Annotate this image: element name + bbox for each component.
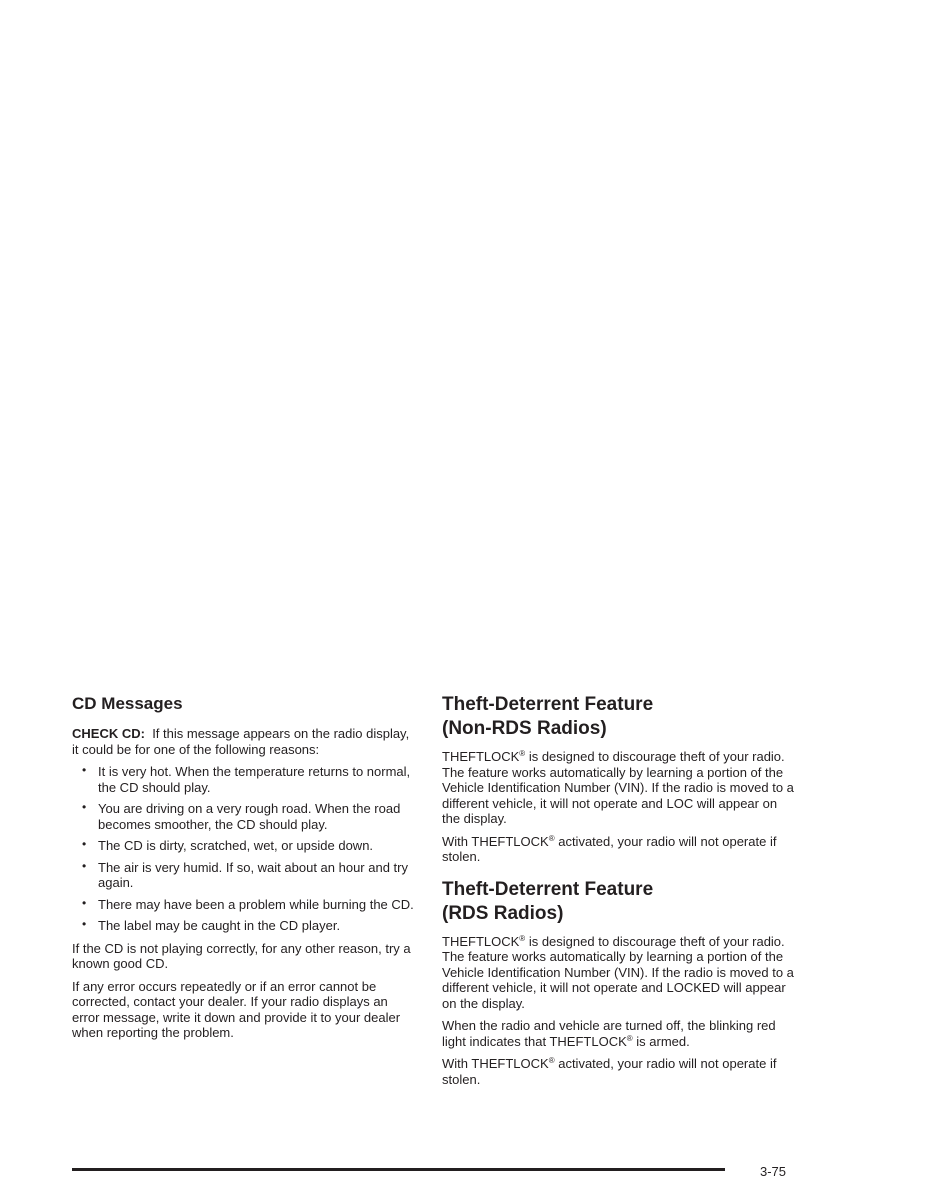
non-rds-paragraph-2: With THEFTLOCK® activated, your radio will not operate if stolen. [442,833,777,864]
list-item: • The label may be caught in the CD player. [82,917,341,933]
page-number: 3-75 [760,1164,787,1179]
check-cd-paragraph [72,726,417,757]
check-cd-label: CHECK CD: [72,726,145,741]
theft-deterrent-rds-heading: Theft-Deterrent Feature (RDS Radios) [442,878,654,924]
cd-reasons-list [72,764,417,934]
bullet-icon: • [82,858,87,873]
registered-mark: ® [519,933,526,943]
list-item: • It is very hot. When the temperature returns to normal, the CD should play. [82,763,411,795]
list-item: • The air is very humid. If so, wait about an hour and try again. [82,858,408,890]
bullet-icon: • [82,763,87,777]
registered-mark: ® [548,1056,555,1065]
bullet-icon: • [82,837,87,851]
theft-deterrent-non-rds-heading: Theft-Deterrent Feature (Non-RDS Radios) [442,694,654,739]
non-rds-paragraph-1: THEFTLOCK® is designed to discourage theft of your radio. The feature works automatically by learning a portion of the Vehicle Identification Number (VIN). If the radio is moved to a different vehicle, it will not operate and LOC will appear on the display. [442,749,794,826]
check-cd-text: If this message appears on the radio display, it could be for one of the following reasons: [72,726,410,757]
cd-messages-heading: CD Messages [72,694,183,713]
left-column [72,694,417,1048]
registered-mark: ® [548,833,555,843]
rds-paragraph-3: With THEFTLOCK® activated, your radio will not operate if stolen. [442,1056,777,1087]
right-column [442,693,794,1094]
other-reason-paragraph: If the CD is not playing correctly, for any other reason, try a known good CD. [72,940,411,971]
rds-paragraph-2: When the radio and vehicle are turned off, the blinking red light indicates that THEFTLOCK® is armed. [442,1018,776,1049]
rds-paragraph-1: THEFTLOCK® is designed to discourage theft of your radio. The feature works automatically by learning a portion of the Vehicle Identification Number (VIN). If the radio is moved to a different vehicle, it will not operate and LOCKED will appear on the display. [442,933,794,1011]
list-item: • The CD is dirty, scratched, wet, or upside down. [82,837,374,853]
error-paragraph: If any error occurs repeatedly or if an error cannot be corrected, contact your dealer. If your radio displays an error message, write it down and provide it to your dealer when reporting the problem. [72,978,401,1040]
footer-rule [72,1168,725,1171]
bullet-icon: • [82,895,87,910]
list-item: • You are driving on a very rough road. When the road becomes smoother, the CD should play. [82,800,401,832]
bullet-icon: • [82,800,87,814]
registered-mark: ® [626,1033,633,1043]
registered-mark: ® [519,749,526,758]
bullet-icon: • [82,917,87,931]
list-item: • There may have been a problem while burning the CD. [82,895,414,912]
